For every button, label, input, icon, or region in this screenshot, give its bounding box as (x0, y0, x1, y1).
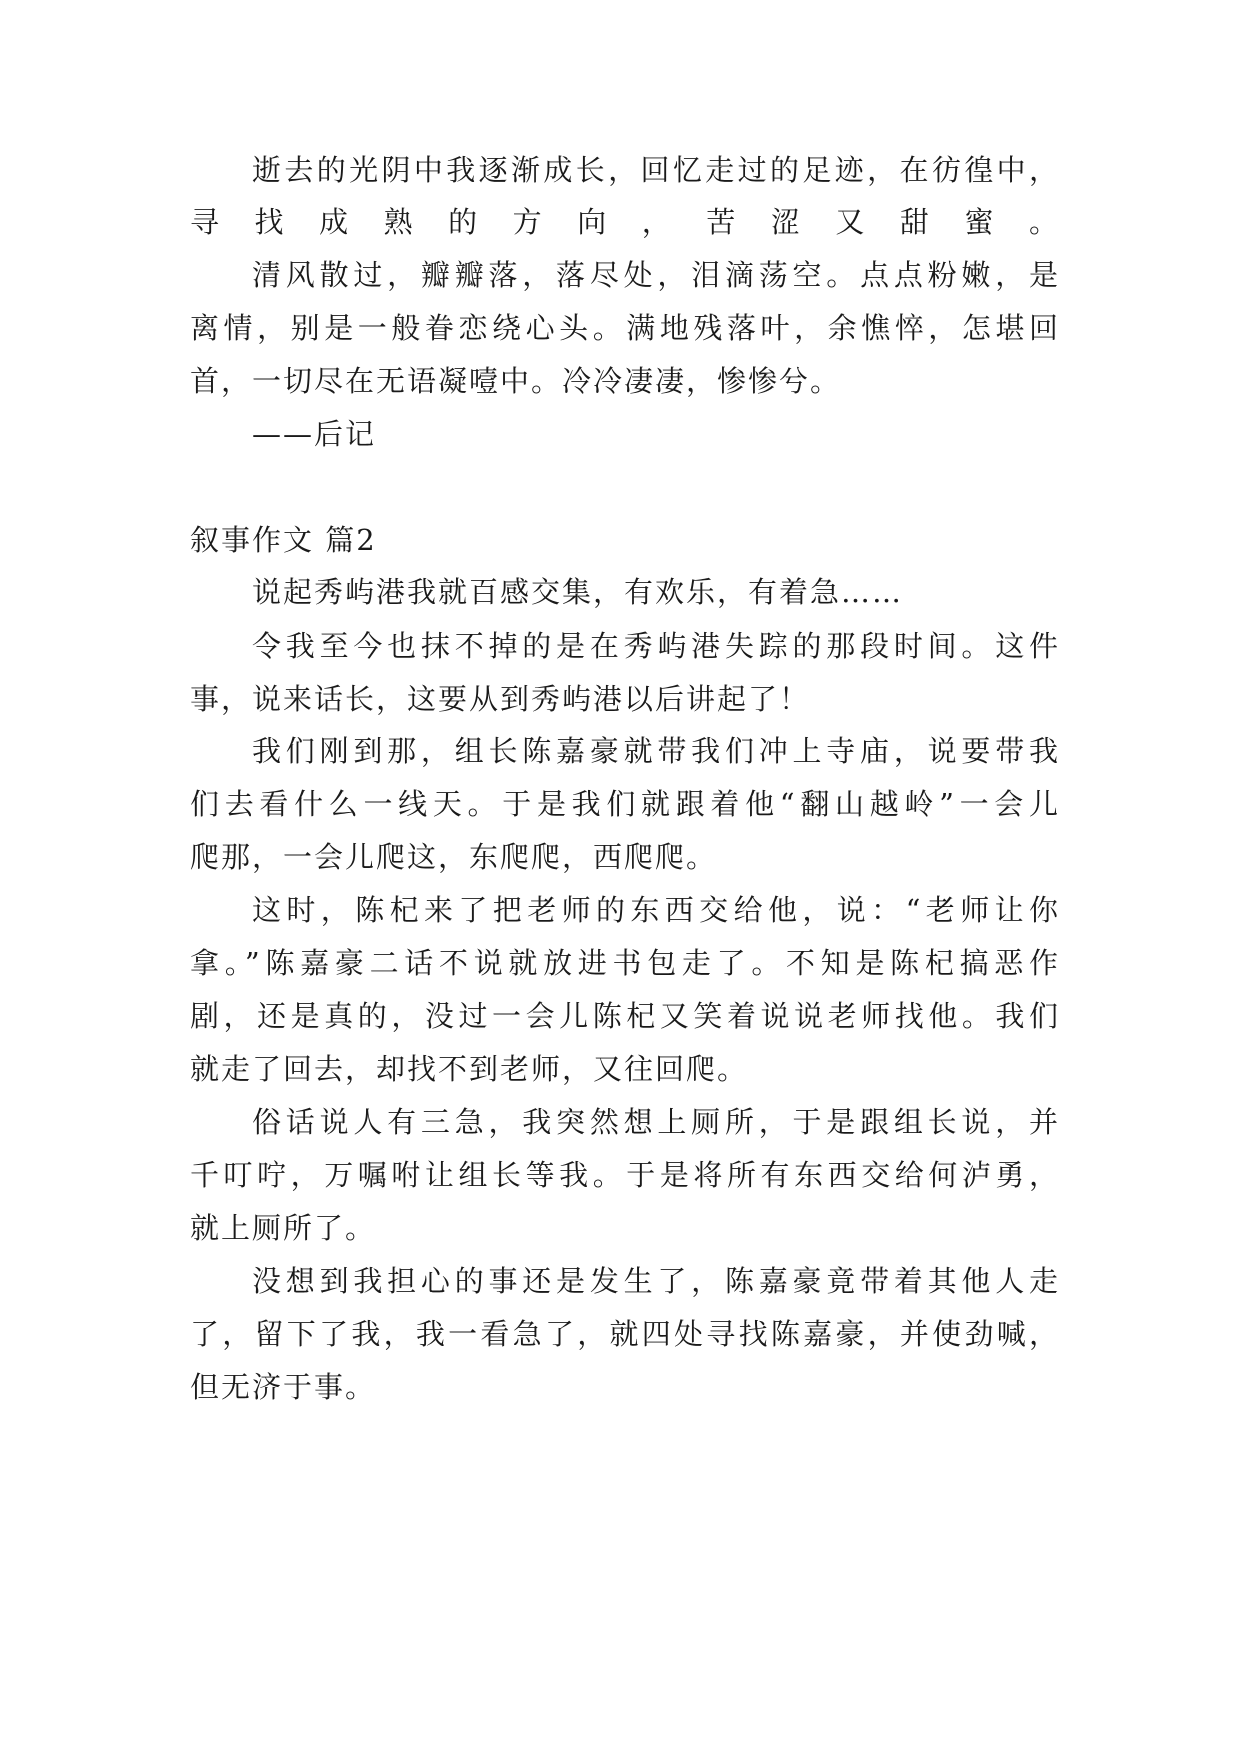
text-line: 说起秀屿港我就百感交集，有欢乐，有着急…… (252, 575, 904, 609)
text-line: 事，说来话长，这要从到秀屿港以后讲起了！ (190, 682, 811, 716)
text-line: 就走了回去，却找不到老师，又往回爬。 (190, 1052, 749, 1086)
text-line: 但无济于事。 (190, 1370, 377, 1404)
text-line: 爬那，一会儿爬这，东爬爬，西爬爬。 (190, 840, 718, 874)
text-line: 清风散过，瓣瓣落，落尽处，泪滴荡空。点点粉嫩，是 (252, 258, 1060, 292)
text-line: 首，一切尽在无语凝噎中。冷冷凄凄，惨惨兮。 (190, 364, 842, 398)
text-line: 就上厕所了。 (190, 1211, 377, 1245)
text-line: 拿。”陈嘉豪二话不说就放进书包走了。不知是陈杞搞恶作 (190, 946, 1060, 980)
text-line: 剧，还是真的，没过一会儿陈杞又笑着说说老师找他。我们 (190, 999, 1060, 1033)
text-line: 这时，陈杞来了把老师的东西交给他，说：“老师让你 (252, 893, 1060, 927)
text-line: 俗话说人有三急，我突然想上厕所，于是跟组长说，并 (252, 1105, 1060, 1139)
section-heading: 叙事作文 篇2 (190, 523, 377, 557)
text-line: 离情，别是一般眷恋绕心头。满地残落叶，余憔悴，怎堪回 (190, 311, 1060, 345)
text-line: 逝去的光阴中我逐渐成长，回忆走过的足迹，在彷徨中， (252, 153, 1060, 187)
text-line: 我们刚到那，组长陈嘉豪就带我们冲上寺庙，说要带我 (252, 734, 1060, 768)
text-line: 没想到我担心的事还是发生了，陈嘉豪竟带着其他人走 (252, 1264, 1060, 1298)
text-line: 千叮咛，万嘱咐让组长等我。于是将所有东西交给何泸勇， (190, 1158, 1060, 1192)
text-line: 寻找成熟的方向，苦涩又甜蜜。 (190, 205, 1060, 239)
text-line: 了，留下了我，我一看急了，就四处寻找陈嘉豪，并使劲喊， (190, 1317, 1060, 1351)
text-line: 令我至今也抹不掉的是在秀屿港失踪的那段时间。这件 (252, 629, 1060, 663)
text-line: 们去看什么一线天。于是我们就跟着他“翻山越岭”一会儿 (190, 787, 1060, 821)
signature: ——后记 (252, 417, 377, 451)
